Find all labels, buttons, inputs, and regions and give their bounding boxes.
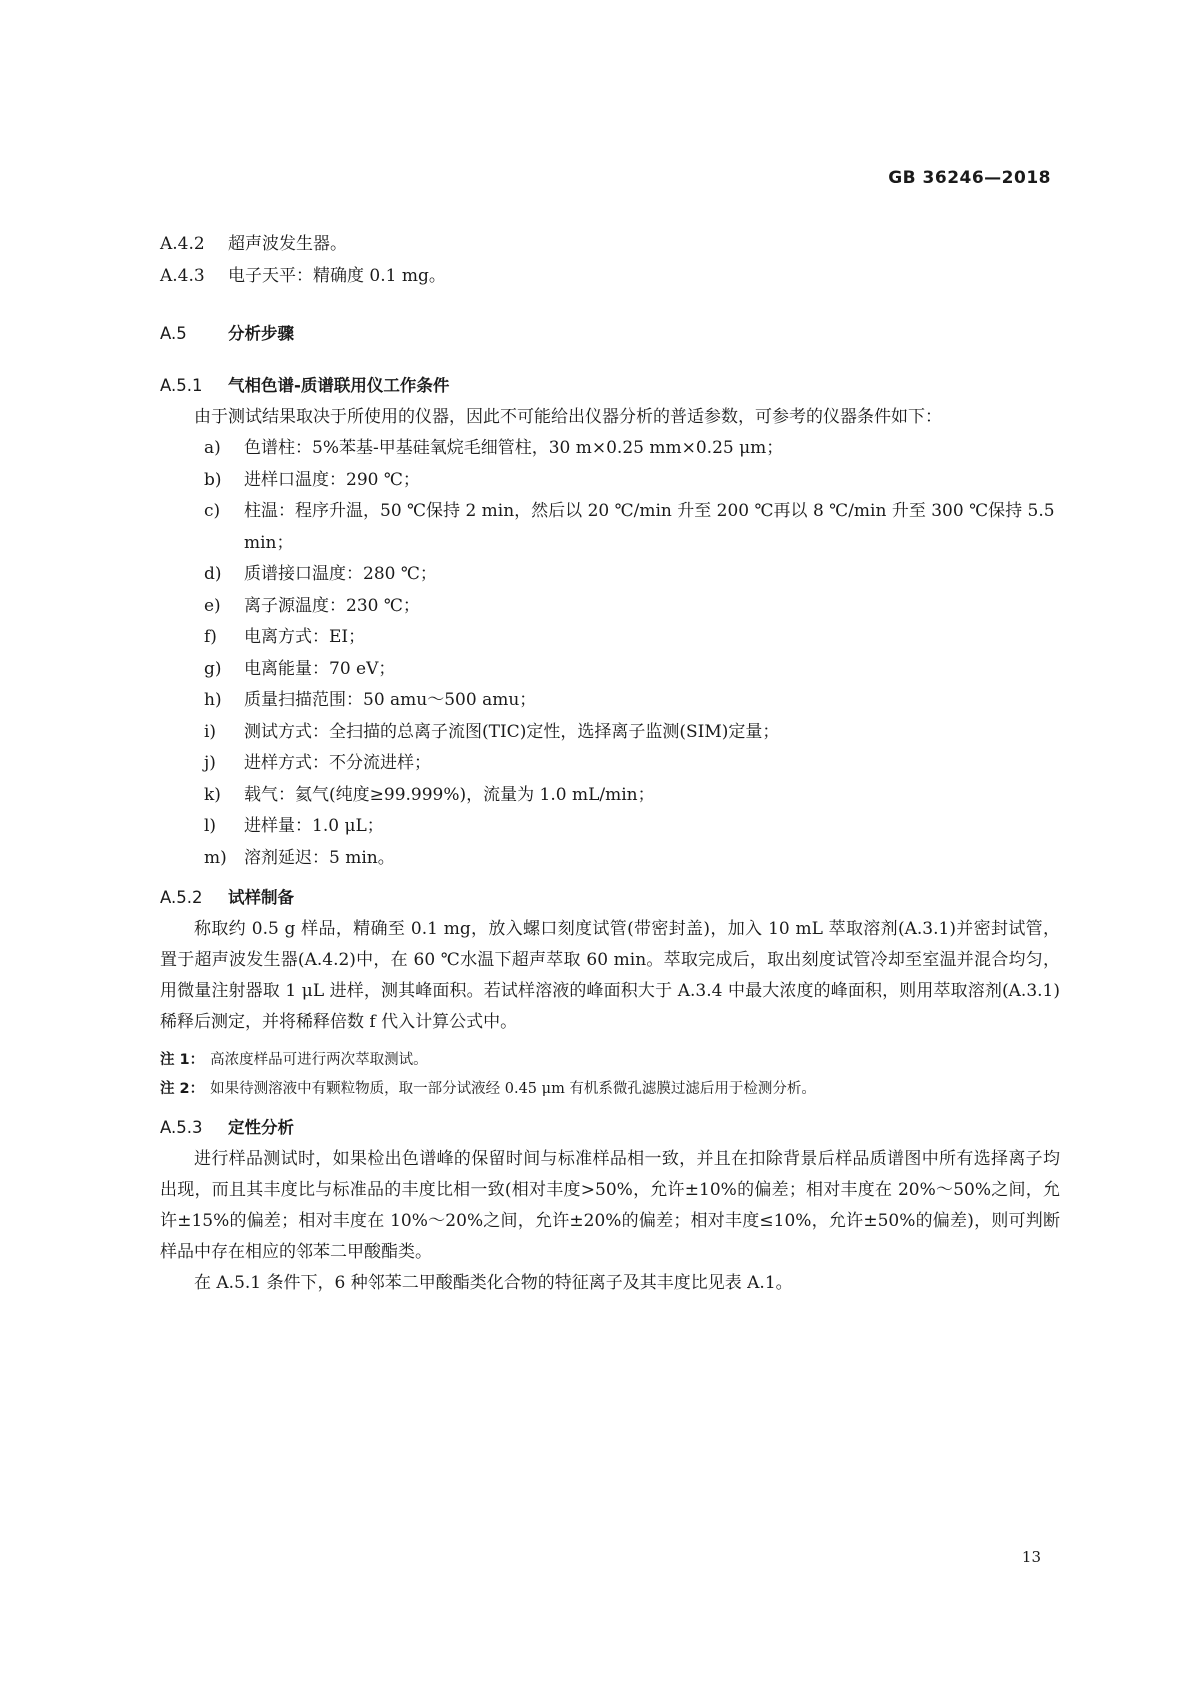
a53-paragraph-1: 进行样品测试时，如果检出色谱峰的保留时间与标准样品相一致，并且在扣除背景后样品质谱图中所有选择离子均出现，而且其丰度比与标准品的丰度比相一致(相对丰度>50%，允许±10%的偏差；相对丰度在 20%～50%之间，允许±15%的偏差；相对丰度在 10%～20%之间，允许±20%的偏差；相对丰度≤10%，允许±50%的偏差)，则可判断样品中存在相应的邻苯二甲酸酯类。 xyxy=(160,1149,1060,1262)
list-item xyxy=(160,654,1060,686)
list-marker: k) xyxy=(204,784,221,805)
note-text: 高浓度样品可进行两次萃取测试。 xyxy=(210,1052,428,1068)
list-item xyxy=(160,843,1060,875)
section-title: 定性分析 xyxy=(228,1118,294,1137)
document-body xyxy=(160,228,1060,1299)
list-item-text: 电离能量：70 eV； xyxy=(244,658,396,679)
a53-paragraph-2: 在 A.5.1 条件下，6 种邻苯二甲酸酯类化合物的特征离子及其丰度比见表 A.1。 xyxy=(194,1273,793,1293)
page-number: 13 xyxy=(1021,1548,1041,1566)
section-title: 试样制备 xyxy=(228,888,294,907)
list-marker: m) xyxy=(204,847,227,868)
standard-number-header: GB 36246—2018 xyxy=(888,168,1051,188)
list-marker: g) xyxy=(204,658,222,679)
section-number: A.5 xyxy=(160,324,187,343)
section-title: 气相色谱-质谱联用仪工作条件 xyxy=(228,376,450,395)
list-item xyxy=(160,717,1060,749)
list-item-text: 进样量：1.0 μL； xyxy=(244,816,384,836)
list-marker: f) xyxy=(204,627,217,647)
list-item-text: 离子源温度：230 ℃； xyxy=(244,595,420,616)
list-item-text: 质谱接口温度：280 ℃； xyxy=(244,564,437,584)
list-item-text: 测试方式：全扫描的总离子流图(TIC)定性，选择离子监测(SIM)定量； xyxy=(244,721,780,742)
section-heading-a51 xyxy=(160,370,1060,402)
list-item xyxy=(160,496,1060,559)
section-heading-a5 xyxy=(160,318,1060,350)
list-item-text: 电离方式：EI； xyxy=(244,627,366,647)
list-marker: e) xyxy=(204,595,221,616)
list-item xyxy=(160,465,1060,497)
instrument-conditions-list xyxy=(160,433,1060,874)
list-marker: c) xyxy=(204,501,221,521)
list-item-text: 溶剂延迟：5 min。 xyxy=(244,847,395,868)
section-number: A.5.1 xyxy=(160,376,203,395)
list-item xyxy=(160,622,1060,654)
list-item xyxy=(160,811,1060,843)
section-heading-a53 xyxy=(160,1112,1060,1144)
section-number: A.5.2 xyxy=(160,888,203,907)
note-1 xyxy=(160,1046,1060,1075)
a51-intro-paragraph: 由于测试结果取决于所使用的仪器，因此不可能给出仪器分析的普适参数，可参考的仪器条件如下： xyxy=(194,407,942,427)
note-2 xyxy=(160,1075,1060,1104)
clause-a43 xyxy=(160,260,1060,292)
list-item-text: 柱温：程序升温，50 ℃保持 2 min，然后以 20 ℃/min 升至 200 ℃再以 8 ℃/min 升至 300 ℃保持 5.5 min； xyxy=(244,501,1055,553)
note-label: 注 2： xyxy=(160,1081,205,1097)
section-number: A.5.3 xyxy=(160,1118,203,1137)
list-item xyxy=(160,748,1060,780)
list-marker: l) xyxy=(204,816,217,836)
list-item-text: 质量扫描范围：50 amu～500 amu； xyxy=(244,690,537,710)
list-marker: d) xyxy=(204,564,222,584)
section-heading-a52 xyxy=(160,882,1060,914)
list-item xyxy=(160,433,1060,465)
list-marker: b) xyxy=(204,469,222,490)
list-item xyxy=(160,591,1060,623)
list-marker: j) xyxy=(204,753,216,773)
note-text: 如果待测溶液中有颗粒物质，取一部分试液经 0.45 μm 有机系微孔滤膜过滤后用于检测分析。 xyxy=(210,1081,816,1097)
list-item xyxy=(160,559,1060,591)
list-item xyxy=(160,685,1060,717)
clause-number: A.4.3 xyxy=(160,266,205,286)
note-label: 注 1： xyxy=(160,1052,205,1068)
list-item-text: 色谱柱：5%苯基-甲基硅氧烷毛细管柱，30 m×0.25 mm×0.25 μm； xyxy=(244,438,784,458)
clause-text: 电子天平：精确度 0.1 mg。 xyxy=(228,266,446,286)
a52-paragraph: 称取约 0.5 g 样品，精确至 0.1 mg，放入螺口刻度试管(带密封盖)，加入 10 mL 萃取溶剂(A.3.1)并密封试管，置于超声波发生器(A.4.2)中，在 60 ℃水温下超声萃取 60 min。萃取完成后，取出刻度试管冷却至室温并混合均匀，用微量注射器取 1 μL 进样，测其峰面积。若试样溶液的峰面积大于 A.3.4 中最大浓度的峰面积，则用萃取溶剂(A.3.1)稀释后测定，并将稀释倍数 f 代入计算公式中。 xyxy=(160,919,1060,1032)
clause-a42 xyxy=(160,228,1060,260)
list-marker: h) xyxy=(204,690,222,710)
clause-text: 超声波发生器。 xyxy=(228,234,347,254)
list-marker: a) xyxy=(204,438,221,458)
list-item xyxy=(160,780,1060,812)
list-item-text: 进样方式：不分流进样； xyxy=(244,753,431,773)
section-title: 分析步骤 xyxy=(228,324,294,343)
list-item-text: 进样口温度：290 ℃； xyxy=(244,469,420,490)
list-item-text: 载气：氦气(纯度≥99.999%)，流量为 1.0 mL/min； xyxy=(244,784,655,805)
list-marker: i) xyxy=(204,721,217,742)
clause-number: A.4.2 xyxy=(160,234,205,254)
